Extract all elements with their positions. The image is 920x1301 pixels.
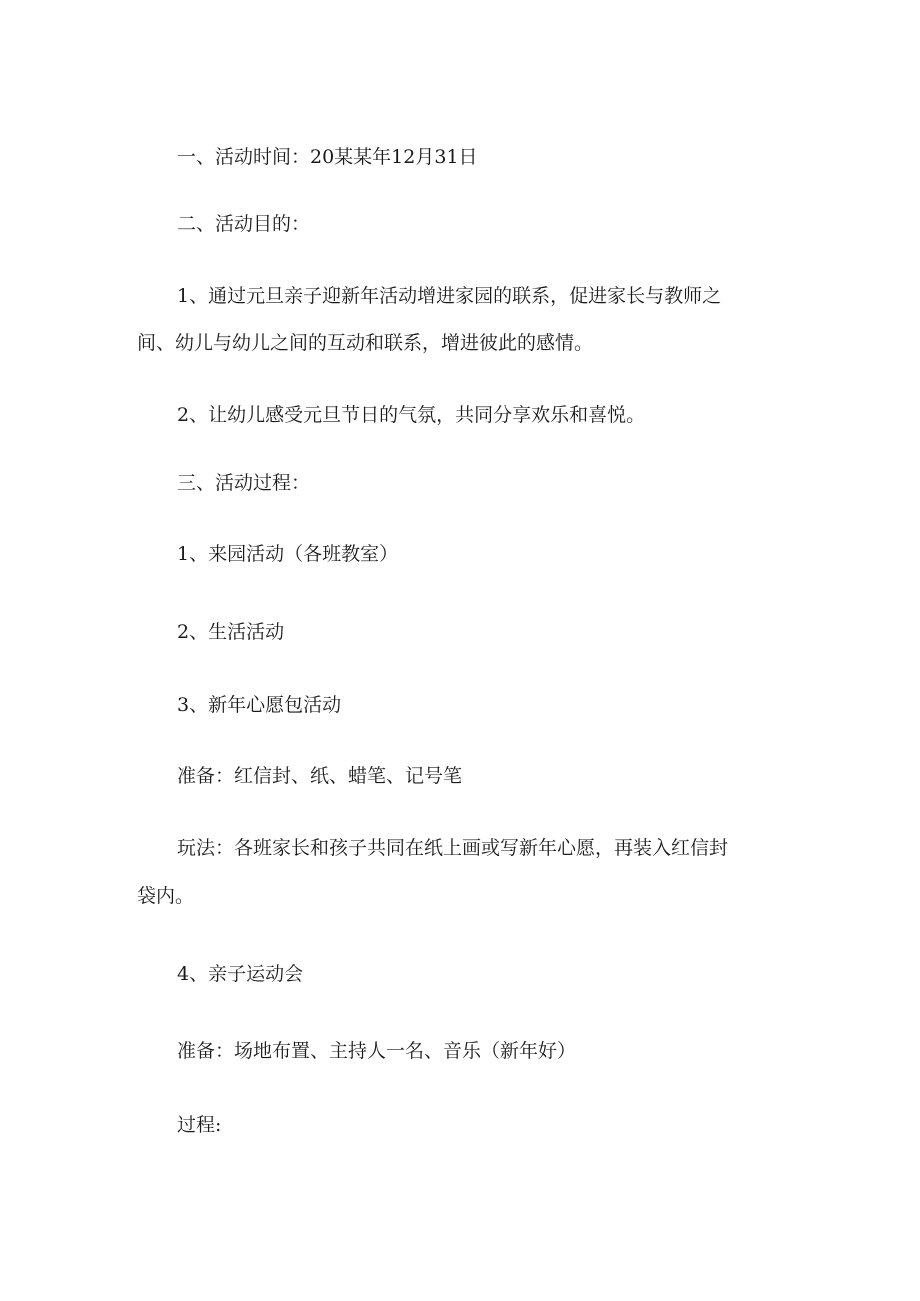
step-4-preparation: 准备：场地布置、主持人一名、音乐（新年好）: [177, 1040, 577, 1062]
step-4-process-label: 过程:: [177, 1114, 222, 1136]
process-step-4: 4、亲子运动会: [177, 963, 304, 985]
purpose-item-1-line-1: 1、通过元旦亲子迎新年活动增进家园的联系，促进家长与教师之: [177, 285, 722, 307]
purpose-item-1-line-2: 间、幼儿与幼儿之间的互动和联系，增进彼此的感情。: [137, 332, 594, 354]
process-step-1: 1、来园活动（各班教室）: [177, 543, 399, 565]
activity-process-heading: 三、活动过程：: [177, 472, 311, 494]
activity-purpose-heading: 二、活动目的：: [177, 213, 311, 235]
purpose-item-2: 2、让幼儿感受元旦节日的气氛，共同分享欢乐和喜悦。: [177, 404, 646, 426]
process-step-2: 2、生活活动: [177, 621, 285, 643]
step-3-gameplay-line-1: 玩法：各班家长和孩子共同在纸上画或写新年心愿，再装入红信封: [177, 837, 729, 859]
step-3-preparation: 准备：红信封、纸、蜡笔、记号笔: [177, 765, 463, 787]
process-step-3: 3、新年心愿包活动: [177, 694, 342, 716]
step-3-gameplay-line-2: 袋内。: [137, 885, 195, 907]
activity-time-heading: 一、活动时间：20某某年12月31日: [177, 146, 478, 168]
